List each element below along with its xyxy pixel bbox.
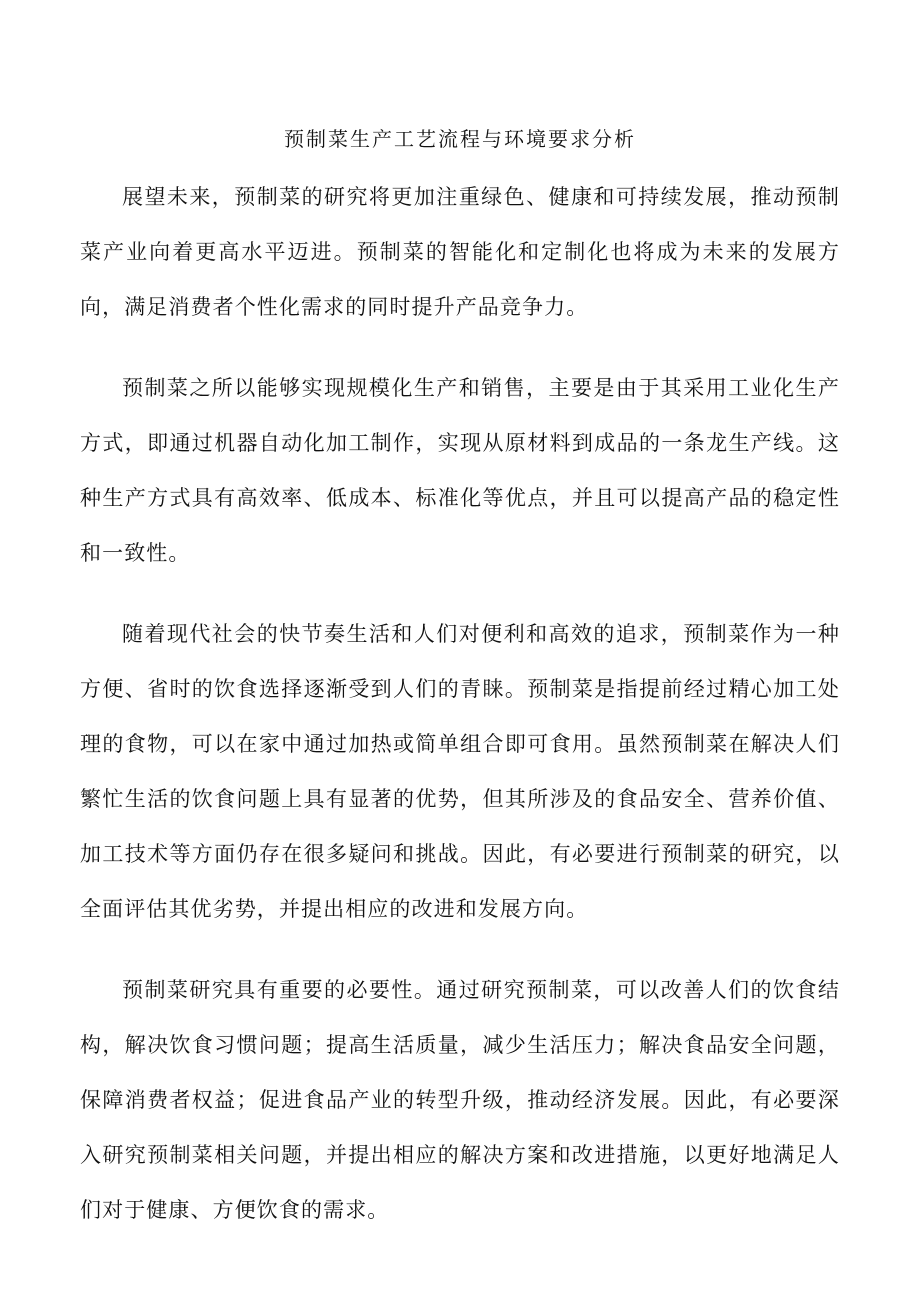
paragraph-4: 预制菜研究具有重要的必要性。通过研究预制菜，可以改善人们的饮食结构，解决饮食习惯问题；提高生活质量，减少生活压力；解决食品安全问题，保障消费者权益；促进食品产业的转型升级，推动经济发展。因此，有必要深入研究预制菜相关问题，并提出相应的解决方案和改进措施，以更好地满足人们对于健康、方便饮食的需求。 xyxy=(80,978,840,1222)
paragraph-3: 随着现代社会的快节奏生活和人们对便利和高效的追求，预制菜作为一种方便、省时的饮食选择逐渐受到人们的青睐。预制菜是指提前经过精心加工处理的食物，可以在家中通过加热或简单组合即可食用。虽然预制菜在解决人们繁忙生活的饮食问题上具有显著的优势，但其所涉及的食品安全、营养价值、加工技术等方面仍存在很多疑问和挑战。因此，有必要进行预制菜的研究，以全面评估其优劣势，并提出相应的改进和发展方向。 xyxy=(80,622,840,921)
document-body xyxy=(80,170,840,1264)
paragraph-2: 预制菜之所以能够实现规模化生产和销售，主要是由于其采用工业化生产方式，即通过机器自动化加工制作，实现从原材料到成品的一条龙生产线。这种生产方式具有高效率、低成本、标准化等优点，并且可以提高产品的稳定性和一致性。 xyxy=(80,376,840,565)
paragraph-1: 展望未来，预制菜的研究将更加注重绿色、健康和可持续发展，推动预制菜产业向着更高水平迈进。预制菜的智能化和定制化也将成为未来的发展方向，满足消费者个性化需求的同时提升产品竞争力。 xyxy=(80,185,840,319)
document-title: 预制菜生产工艺流程与环境要求分析 xyxy=(284,127,636,151)
